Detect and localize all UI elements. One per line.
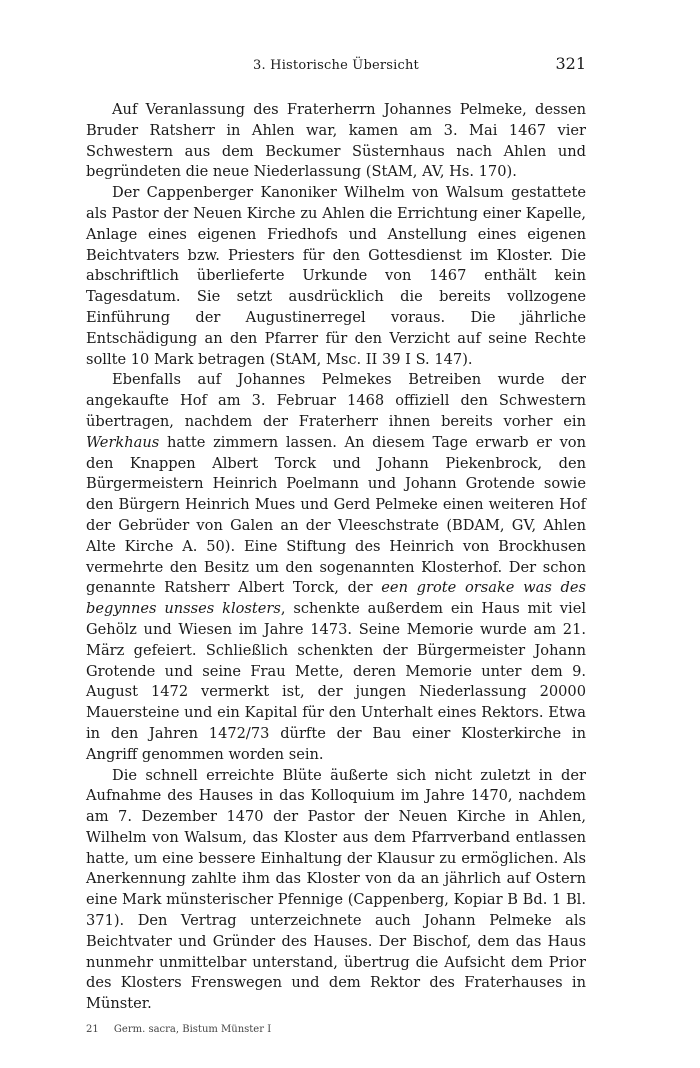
page-number: 321 — [555, 54, 586, 73]
paragraph — [86, 183, 586, 370]
text-run: Auf Veranlassung des Fraterherrn Johannes Pelmeke, dessen Bruder Ratsherr in Ahlen war, kamen am 3. Mai 1467 vier Schwestern aus dem Beckumer Süsternhaus nach Ahlen und begründeten die neue Niederlassung (StAM, AV, Hs. 170). — [86, 101, 586, 181]
running-head: 3. Historische Übersicht — [253, 58, 419, 73]
text-run: Die schnell erreichte Blüte äußerte sich nicht zuletzt in der Aufnahme des Hauses in das Kolloquium im Jahre 1470, nachdem am 7. Dezember 1470 der Pastor der Neuen Kirche in Ahlen, Wilhelm von Walsum, das Kloster aus dem Pfarrverband entlassen hatte, um eine bessere Einhaltung der Klausur zu ermöglichen. Als Anerkennung zahlte ihm das Kloster von da an jährlich auf Ostern eine Mark münsterischer Pfennige (Cappenberg, Kopiar B Bd. 1 Bl. 371). Den Vertrag unterzeichnete auch Johann Pelmeke als Beichtvater und Gründer des Hauses. Der Bischof, dem das Haus nunmehr unmittelbar unterstand, übertrug die Aufsicht dem Prior des Klosters Frenswegen und dem Rektor des Fraterhauses in Münster. — [86, 766, 586, 1013]
page-header — [86, 54, 586, 82]
text-run: , schenkte außerdem ein Haus mit viel Gehölz und Wiesen im Jahre 1473. Seine Memorie wurde am 21. März gefeiert. Schließlich schenkten der Bürgermeister Johann Grotende und seine Frau Mette, deren Memorie unter dem 9. August 1472 vermerkt ist, der jungen Niederlassung 20000 Mauersteine und ein Kapital für den Unterhalt eines Rektors. Etwa in den Jahren 1472/73 dürfte der Bau einer Klosterkirche in Angriff genommen worden sein. — [86, 600, 587, 763]
paragraph — [86, 370, 586, 765]
body-text — [86, 100, 586, 1015]
paragraph — [86, 766, 586, 1016]
signature-number: 21 — [86, 1024, 99, 1036]
text-run: Der Cappenberger Kanoniker Wilhelm von Walsum gestattete als Pastor der Neuen Kirche zu Ahlen die Errichtung einer Kapelle, Anlage eines eigenen Friedhofs und Anstellung eines eigenen Beichtvaters bzw. Priesters für den Gottesdienst im Kloster. Die abschriftlich überlieferte Urkunde von 1467 enthält kein Tagesdatum. Sie setzt ausdrücklich die bereits vollzogene Einführung der Augustinerregel voraus. Die jährliche Entschädigung an den Pfarrer für den Verzicht auf seine Rechte sollte 10 Mark betragen (StAM, Msc. II 39 I S. 147). — [86, 184, 586, 368]
signature-text: Germ. sacra, Bistum Münster I — [113, 1024, 272, 1036]
book-page — [86, 54, 586, 1035]
text-run: Ebenfalls auf Johannes Pelmekes Betreiben wurde der angekaufte Hof am 3. Februar 1468 offiziell den Schwestern übertragen, nachdem der Fraterherr ihnen bereits vorher ein — [86, 371, 586, 430]
text-run: hatte zimmern lassen. An diesem Tage erwarb er von den Knappen Albert Torck und Johann Piekenbrock, den Bürgermeistern Heinrich Poelmann und Johann Grotende sowie den Bürgern Heinrich Mues und Gerd Pelmeke einen weiteren Hof der Gebrüder von Galen an der Vleeschstrate (BDAM, GV, Ahlen Alte Kirche A. 50). Eine Stiftung des Heinrich von Brockhusen vermehrte den Besitz um den sogenannten Klosterhof. Der schon genannte Ratsherr Albert Torck, der — [86, 433, 586, 597]
italic-phrase: een grote orsake was des begynnes unsses klosters — [86, 579, 586, 618]
italic-phrase: Werkhaus — [86, 433, 160, 451]
page-footer — [86, 1024, 586, 1035]
paragraph — [86, 100, 586, 183]
